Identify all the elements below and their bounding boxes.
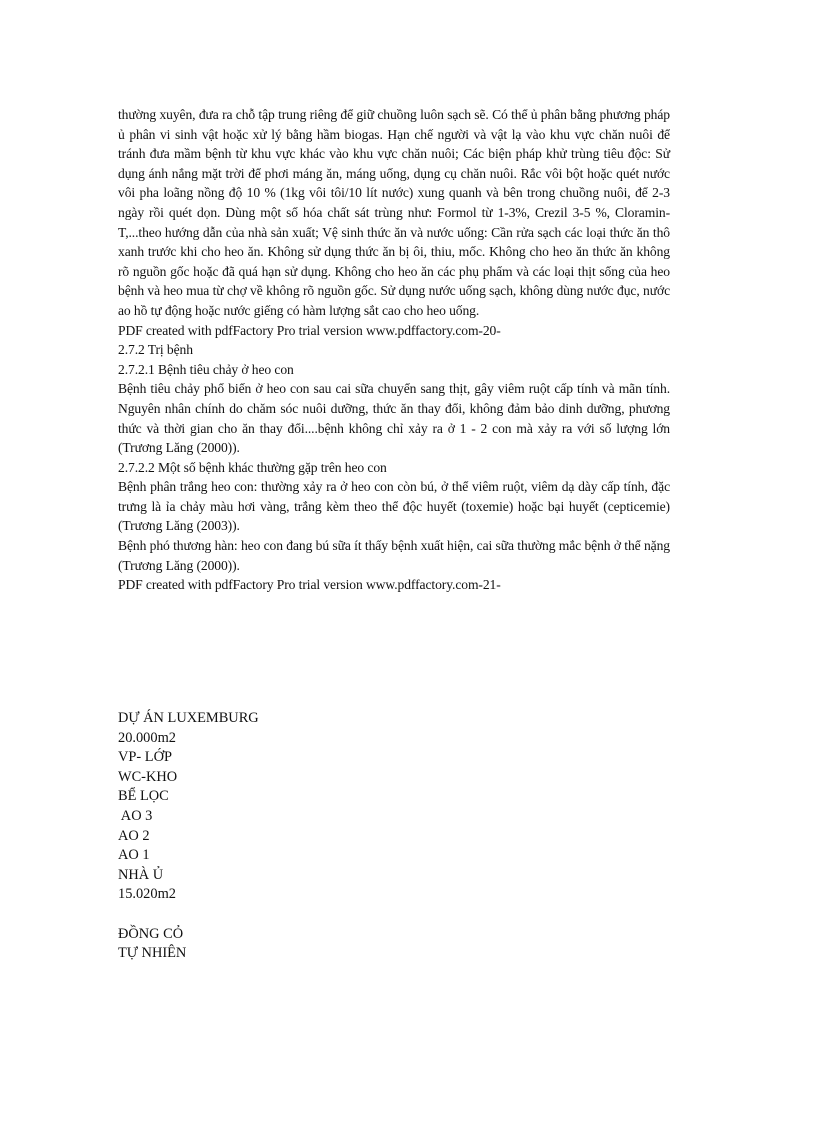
plan-label-area-1: 20.000m2 [118,729,176,746]
heading-diarrhea: 2.7.2.1 Bệnh tiêu chảy ở heo con [118,361,294,377]
paragraph-hygiene: thường xuyên, đưa ra chỗ tập trung riêng để giữ chuồng luôn sạch sẽ. Có thể ủ phân bằng phương pháp ủ phân vi sinh vật hoặc xử lý bằng hầm biogas. Hạn chế người và vật lạ vào khu vực chăn nuôi để tránh đưa mầm bệnh từ khu vực khác vào khu vực chăn nuôi; Các biện pháp khử trùng tiêu độc: Sử dụng ánh nắng mặt trời để phơi máng ăn, máng uống, dụng cụ chăn nuôi. Rắc vôi bột hoặc quét nước vôi pha loãng nồng độ 10 % (1kg vôi tôi/10 lít nước) xung quanh và bên trong chuồng nuôi, để 2-3 ngày rồi quét dọn. Dùng một số hóa chất sát trùng như: Formol từ 1-3%, Crezil 3-5 %, Cloramin-T,...theo hướng dẫn của nhà sản xuất; Vệ sinh thức ăn và nước uống: Cần rửa sạch các loại thức ăn thô xanh trước khi cho heo ăn. Không sử dụng thức ăn bị ôi, thiu, mốc. Không cho heo ăn thức ăn không rõ nguồn gốc hoặc đã quá hạn sử dụng. Không cho heo ăn các phụ phẩm và các loại thịt sống của heo bệnh và heo mua từ chợ về không rõ nguồn gốc. Sử dụng nước uống sạch, không dùng nước đục, nước ao hồ tự động hoặc nước giếng có hàm lượng sắt cao cho heo uống. [118,107,670,318]
plan-label-natural: TỰ NHIÊN [118,945,187,962]
plan-label-spacer [118,905,418,925]
pdf-footer-21: PDF created with pdfFactory Pro trial version www.pdffactory.com-21- [118,577,501,593]
plan-label-compost-house: NHÀ Ủ [118,866,164,883]
heading-treatment: 2.7.2 Trị bệnh [118,342,193,358]
paragraph-diarrhea: Bệnh tiêu chảy phổ biến ở heo con sau cai sữa chuyển sang thịt, gây viêm ruột cấp tính và mãn tính. Nguyên nhân chính do chăm sóc nuôi dưỡng, thức ăn thay đổi, không đảm bảo dinh dưỡng, phương thức và thời gian cho ăn thay đổi....bệnh không chỉ xảy ra ở 1 - 2 con mà xảy ra với số lượng lớn (Trương Lăng (2000)). [118,381,670,456]
plan-label-filter-tank: BỂ LỌC [118,788,169,805]
plan-label-wc: WC-KHO [118,768,178,785]
plan-label-pond-3: AO 3 [118,807,153,824]
paragraph-paratyphoid: Bệnh phó thương hàn: heo con đang bú sữa ít thấy bệnh xuất hiện, cai sữa thường mắc bệnh ở thể nặng (Trương Lăng (2000)). [118,538,670,573]
plan-label-office: VP- LỚP [118,749,172,766]
site-plan-labels [118,709,418,964]
heading-other-diseases: 2.7.2.2 Một số bệnh khác thường gặp trên heo con [118,459,387,475]
plan-label-project: DỰ ÁN LUXEMBURG [118,710,259,726]
body-text [118,105,670,595]
paragraph-white-feces: Bệnh phân trắng heo con: thường xảy ra ở heo con còn bú, ở thể viêm ruột, viêm dạ dày cấp tính, đặc trưng là ỉa chảy màu hơi vàng, trắng kèm theo thể độc huyết (toxemie) hoặc bại huyết (cepticemie) (Trương Lăng (2003)). [118,479,670,534]
plan-label-pond-2: AO 2 [118,827,150,844]
plan-label-grassland: ĐỒNG CỎ [118,925,184,942]
plan-label-pond-1: AO 1 [118,847,150,864]
pdf-footer-20: PDF created with pdfFactory Pro trial version www.pdffactory.com-20- [118,322,501,338]
plan-label-area-2: 15.020m2 [118,886,176,903]
